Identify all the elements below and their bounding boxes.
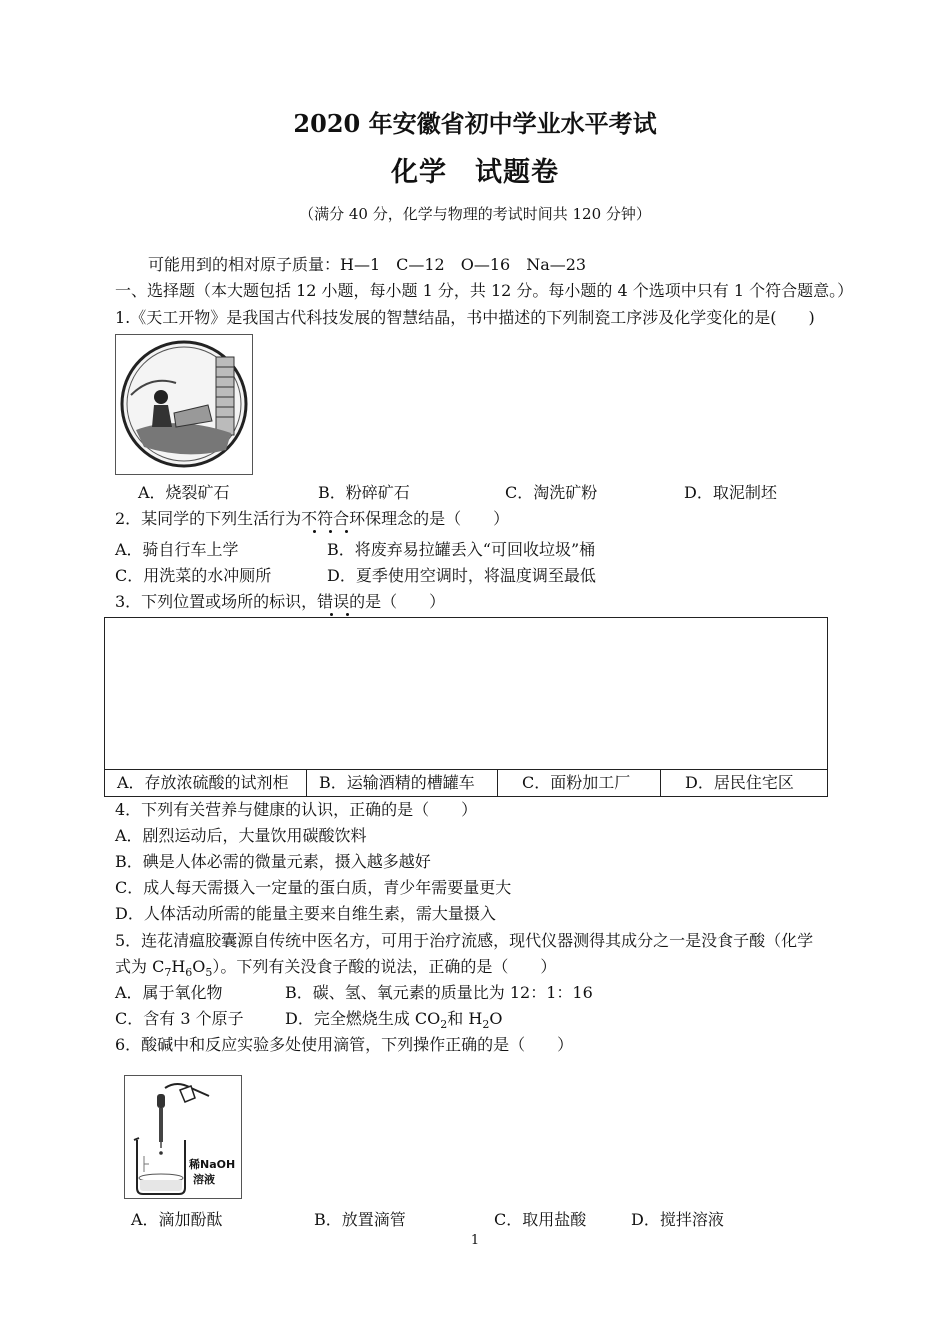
q5-stem-line1: 5．连花清瘟胶囊源自传统中医名方，可用于治疗流感，现代仪器测得其成分之一是没食子酸（化学 — [115, 931, 814, 950]
atomic-masses: 可能用到的相对原子质量：H—1 C—12 O—16 Na—23 — [148, 255, 587, 274]
exam-title: 2020 年安徽省初中学业水平考试 — [293, 109, 657, 138]
exam-note: （满分 40 分，化学与物理的考试时间共 120 分钟） — [299, 205, 651, 223]
q6-stem: 6．酸碱中和反应实验多处使用滴管，下列操作正确的是（ ） — [115, 1035, 574, 1054]
q5-stem-line2: 式为 $C_7H_6O_5$）。下列有关没食子酸的说法，正确的是（ ） — [115, 957, 557, 980]
q1-option-c: C．淘洗矿粉 — [505, 483, 598, 502]
q3-stem: 3．下列位置或场所的标识，错误的是（ ） — [115, 592, 446, 611]
q2-option-c: C．用洗菜的水冲厕所 — [115, 566, 272, 585]
q6-option-a: A．滴加酚酞 — [131, 1210, 223, 1229]
q5-option-b: B．碳、氢、氧元素的质量比为 12：1：16 — [285, 983, 593, 1002]
q6-option-c: C．取用盐酸 — [494, 1210, 587, 1229]
q3-sign-table — [104, 617, 828, 797]
q1-option-b: B．粉碎矿石 — [318, 483, 410, 502]
q6-illustration-a — [124, 1075, 242, 1199]
q1-stem: 1.《天工开物》是我国古代科技发展的智慧结晶，书中描述的下列制瓷工序涉及化学变化的是( ) — [115, 308, 815, 327]
q5-option-a: A．属于氧化物 — [115, 983, 223, 1002]
emphasis-dot — [329, 530, 332, 533]
q6-label-solution: 稀NaOH — [189, 1158, 236, 1171]
q4-option-d: D．人体活动所需的能量主要来自维生素，需大量摄入 — [115, 904, 496, 923]
q3-option-b: B．运输酒精的槽罐车 — [307, 770, 498, 796]
emphasis-dot — [346, 613, 349, 616]
q3-option-a: A．存放浓硫酸的试剂柜 — [105, 770, 307, 796]
q6-option-d: D．搅拌溶液 — [631, 1210, 724, 1229]
q2-option-a: A．骑自行车上学 — [115, 540, 239, 559]
q6-option-b: B．放置滴管 — [314, 1210, 406, 1229]
section-heading: 一、选择题（本大题包括 12 小题，每小题 1 分，共 12 分。每小题的 4 个选项中只有 1 个符合题意。） — [115, 281, 854, 300]
exam-subject: 化学 试题卷 — [391, 157, 559, 188]
q4-option-c: C．成人每天需摄入一定量的蛋白质，青少年需要量更大 — [115, 878, 512, 897]
emphasis-dot — [345, 530, 348, 533]
page-number: 1 — [470, 1233, 480, 1248]
q1-option-a: A．烧裂矿石 — [138, 483, 230, 502]
q5-option-c: C．含有 3 个原子 — [115, 1009, 244, 1028]
emphasis-dot — [313, 530, 316, 533]
q3-option-d: D．居民住宅区 — [685, 773, 794, 792]
q2-stem: 2．某同学的下列生活行为不符合环保理念的是（ ） — [115, 509, 510, 528]
q1-option-d: D．取泥制坯 — [684, 483, 777, 502]
q4-stem: 4．下列有关营养与健康的认识，正确的是（ ） — [115, 800, 478, 819]
q3-option-c: C．面粉加工厂 — [498, 770, 661, 796]
q4-option-b: B．碘是人体必需的微量元素，摄入越多越好 — [115, 852, 431, 871]
q2-option-b: B．将废弃易拉罐丢入“可回收垃圾”桶 — [327, 540, 596, 559]
q6-label-solution-line2: 溶液 — [193, 1173, 215, 1186]
emphasis-dot — [330, 613, 333, 616]
q1-illustration — [115, 334, 253, 475]
q4-option-a: A．剧烈运动后，大量饮用碳酸饮料 — [115, 826, 367, 845]
q5-option-d: D．完全燃烧生成 $CO_2$和 $H_2O$ — [285, 1009, 503, 1032]
q2-option-d: D．夏季使用空调时，将温度调至最低 — [327, 566, 596, 585]
